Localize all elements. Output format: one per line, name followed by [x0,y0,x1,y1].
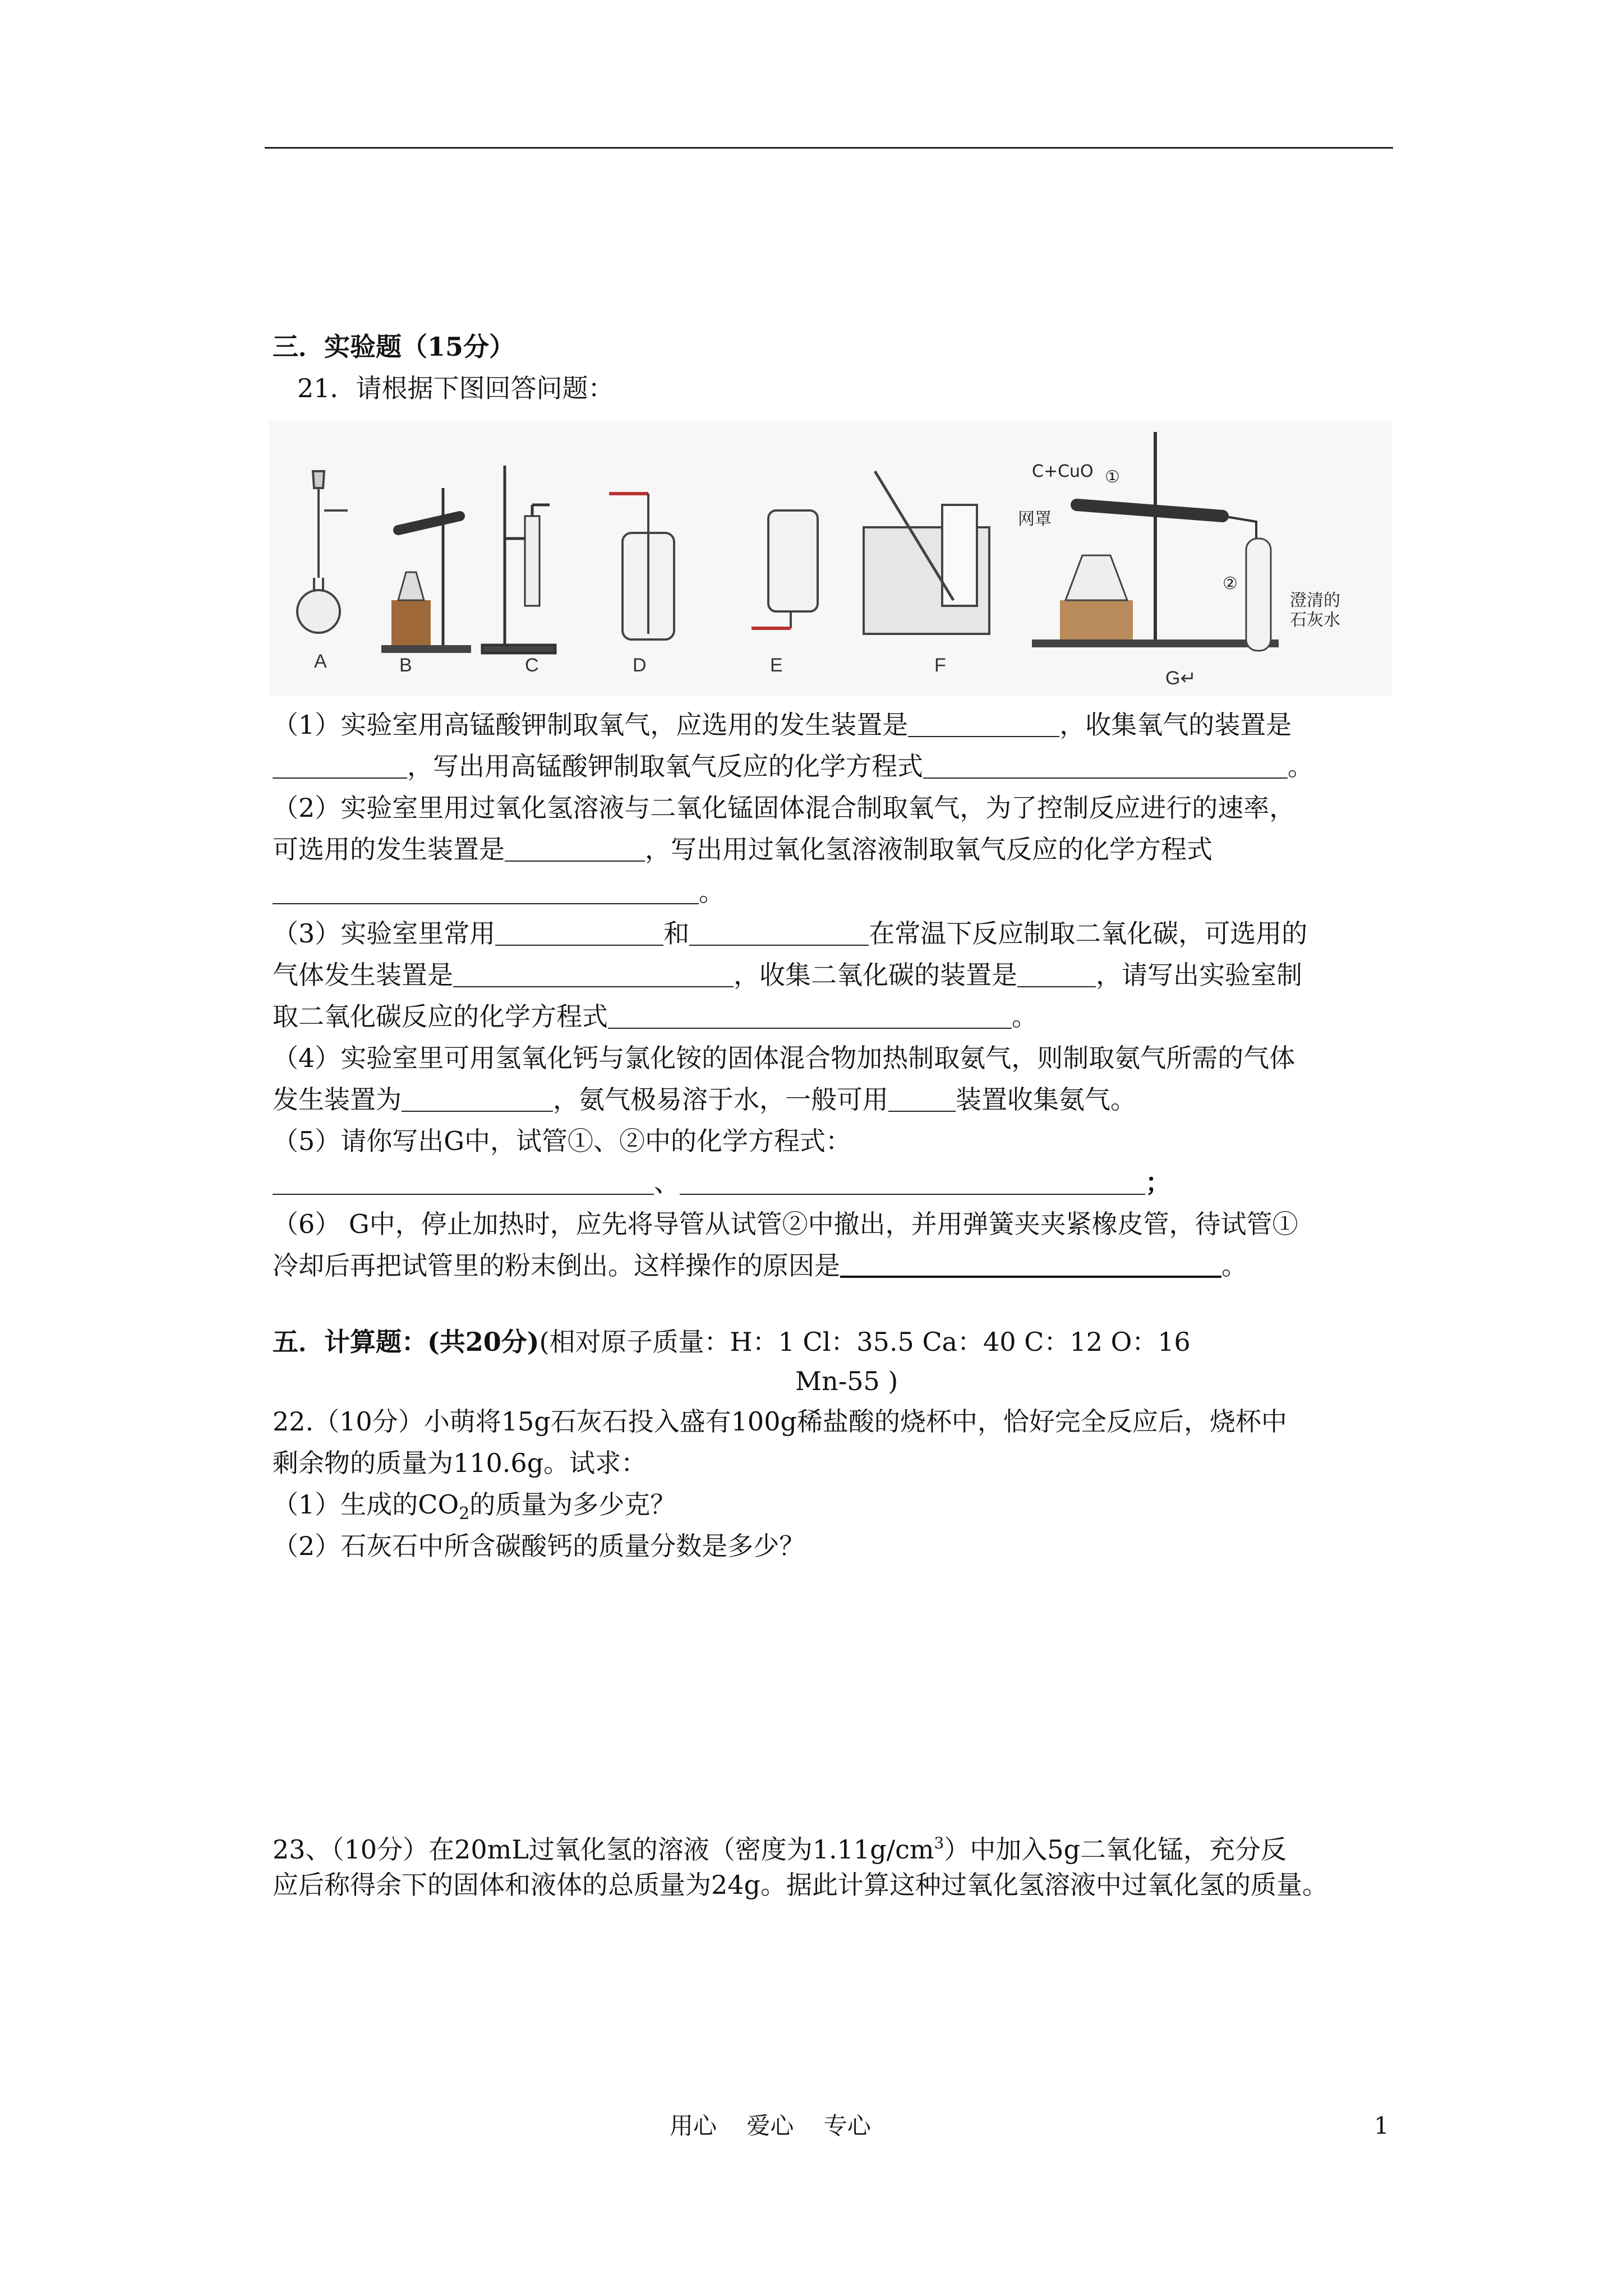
figure-label-b: B [399,655,412,676]
q21-p3-text-b: 和 [663,918,690,949]
q21-part3-line2 [273,958,1302,992]
page-number: 1 [1374,2112,1389,2139]
q21-part3-line1 [273,917,1307,950]
answer-blank-15[interactable] [840,1253,1221,1278]
q21-p1-text-c: ，写出用高锰酸钾制取氧气反应的化学方程式 [407,751,923,781]
q22-sub2: （2）石灰石中所含碳酸钙的质量分数是多少？ [273,1531,805,1561]
q21-part6-line2 [273,1249,1247,1282]
section5-title: 五．计算题：(共20分) [273,1327,540,1357]
g-tube2-label: ② [1223,574,1238,593]
g-limewater-label-2: 石灰水 [1290,610,1340,630]
q21-p4-text-c: ，氨气极易溶于水，一般可用 [553,1084,888,1115]
q21-p3-text-g: 取二氧化碳反应的化学方程式 [273,1001,608,1032]
figure-label-c: C [525,655,539,676]
question-21-intro: 21．请根据下图回答问题： [297,373,614,403]
figure-label-f: F [934,655,946,676]
figure-label-a: A [314,651,327,672]
q21-part2-line3 [273,875,725,909]
answer-blank-10[interactable] [608,1005,1012,1029]
q21-p3-text-f: ，请写出实验室制 [1096,960,1302,990]
q21-p2-text-d: 。 [699,877,725,907]
g-tube1-label: ① [1105,467,1120,487]
q21-p1-text-b: ，收集氧气的装置是 [1059,710,1292,740]
relative-atomic-masses: (相对原子质量：H：1 Cl：35.5 Ca：40 C：12 O：16 [539,1327,1191,1357]
q22-sub1-text-b: 的质量为多少克？ [469,1489,676,1520]
q21-p3-text-d: 气体发生装置是 [273,960,453,990]
q21-part1-line2 [273,749,1313,783]
q21-p3-text-c: 在常温下反应制取二氧化碳，可选用的 [869,918,1308,949]
footer-motto: 用心 爱心 专心 [670,2112,871,2139]
answer-blank-8[interactable] [453,964,734,987]
apparatus-figure [269,421,1392,696]
q21-p4-text-b: 发生装置为 [273,1084,402,1115]
cm3-superscript: 3 [934,1834,944,1852]
q22-sub1 [273,1488,676,1531]
q21-part2-line2 [273,832,1212,866]
q23-text-a: 23、（10分）在20mL过氧化氢的溶液（密度为1.11g/cm [273,1834,934,1865]
q22-line2: 剩余物的质量为110.6g。试求： [273,1448,647,1478]
q21-p4-text-d: 装置收集氨气。 [956,1084,1136,1115]
q23-line2: 应后称得余下的固体和液体的总质量为24g。据此计算这种过氧化氢溶液中过氧化氢的质量。 [273,1870,1328,1900]
q21-part5-line1: （5）请你写出G中，试管①、②中的化学方程式： [273,1126,852,1156]
answer-blank-12[interactable] [888,1088,956,1112]
answer-blank-4[interactable] [505,838,645,862]
relative-atomic-masses-line2: Mn-55 ) [795,1366,898,1396]
q21-p3-text-h: 。 [1012,1001,1038,1032]
q21-p6-text-b: 冷却后再把试管里的粉末倒出。这样操作的原因是 [273,1250,840,1281]
q21-p2-text-c: ，写出用过氧化氢溶液制取氧气反应的化学方程式 [645,834,1212,864]
q21-p5-end: ； [1145,1167,1171,1198]
answer-blank-3[interactable] [923,755,1288,779]
section-title-experiment: 三．实验题（15分） [273,332,515,362]
q21-part3-line3 [273,1000,1038,1033]
answer-blank-14[interactable] [680,1171,1145,1195]
q21-p2-text-b: 可选用的发生装置是 [273,834,505,864]
answer-blank-1[interactable] [908,714,1059,737]
figure-label-d: D [633,655,647,676]
q21-p1-text-a: （1）实验室用高锰酸钾制取氧气，应选用的发生装置是 [273,710,909,740]
q23-text-b: ）中加入5g二氧化锰，充分反 [944,1834,1287,1865]
q21-part2-line1: （2）实验室里用过氧化氢溶液与二氧化锰固体混合制取氧气，为了控制反应进行的速率， [273,793,1295,823]
answer-blank-7[interactable] [689,922,869,946]
answer-blank-13[interactable] [273,1171,654,1195]
q21-part1-line1 [273,708,1292,742]
header-rule [265,147,1393,149]
q21-p5-separator: 、 [654,1167,680,1198]
answer-blank-2[interactable] [273,755,407,779]
co2-subscript: 2 [459,1504,470,1524]
q21-p3-text-a: （3）实验室里常用 [273,918,496,949]
q21-p1-text-d: 。 [1288,751,1313,781]
q21-part4-line1: （4）实验室里可用氢氧化钙与氯化铵的固体混合物加热制取氨气，则制取氨气所需的气体 [273,1043,1295,1073]
answer-blank-5[interactable] [273,881,699,904]
q23-line1 [273,1826,1287,1866]
figure-label-g: G↵ [1165,668,1196,689]
g-limewater-label-1: 澄清的 [1290,591,1340,610]
answer-blank-6[interactable] [495,922,663,946]
q21-part5-line2 [273,1166,1171,1199]
q22-sub1-text-a: （1）生成的CO [273,1489,459,1520]
q21-part4-line2 [273,1083,1136,1116]
q21-p6-text-c: 。 [1221,1250,1247,1281]
figure-label-e: E [770,655,783,676]
q22-line1: 22.（10分）小萌将15g石灰石投入盛有100g稀盐酸的烧杯中，恰好完全反应后，烧杯中 [273,1406,1287,1437]
answer-blank-9[interactable] [1017,964,1096,987]
q21-part6-line1: （6） G中，停止加热时，应先将导管从试管②中撤出，并用弹簧夹夹紧橡皮管，待试管① [273,1209,1298,1239]
section-title-calculation [273,1325,1191,1359]
g-mesh-label: 网罩 [1018,509,1052,529]
g-reagent-label: C+CuO [1032,462,1094,481]
answer-blank-11[interactable] [402,1088,553,1112]
q21-p3-text-e: ，收集二氧化碳的装置是 [734,960,1017,990]
